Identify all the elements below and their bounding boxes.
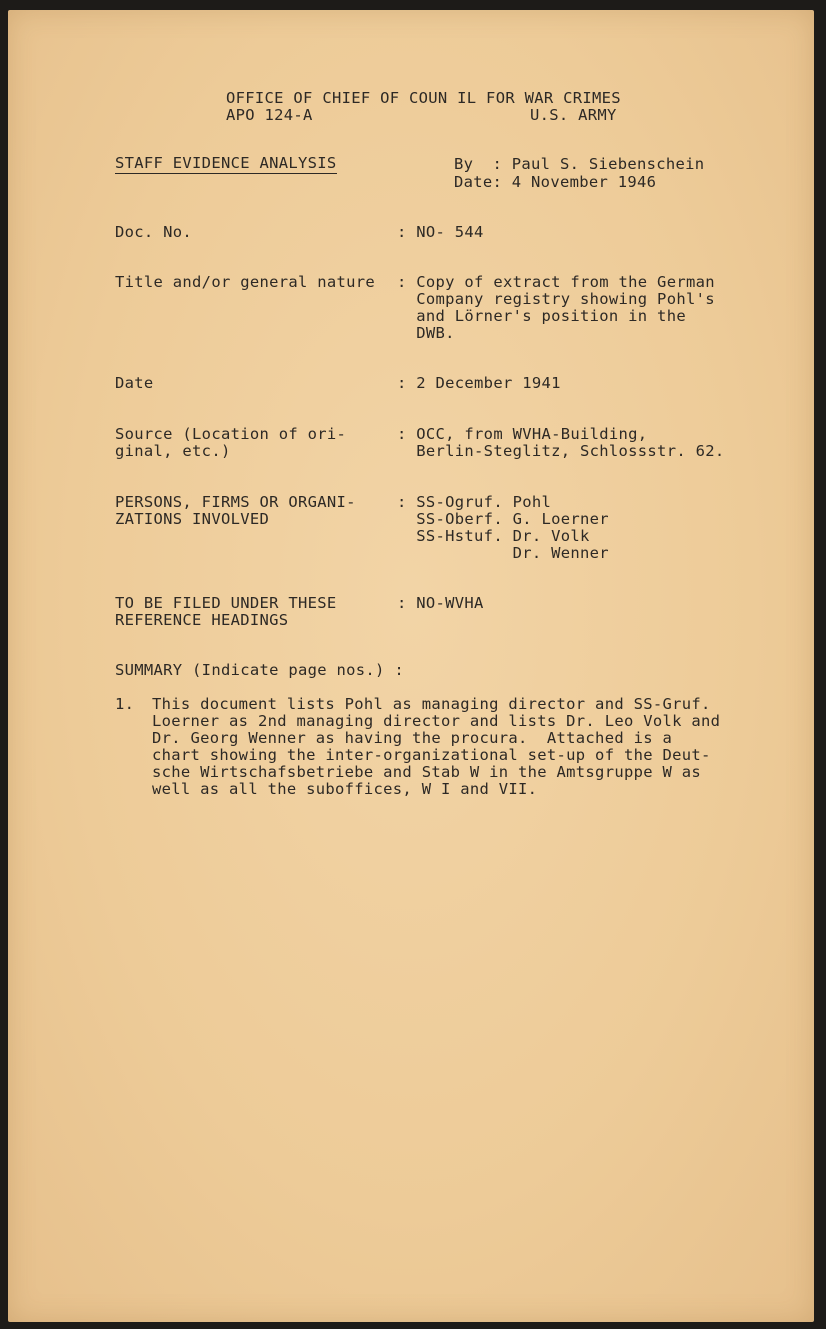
source-value-line: : OCC, from WVHA-Building, (397, 425, 648, 443)
filed-value: : NO-WVHA (397, 594, 484, 612)
date-label: Date (115, 374, 154, 392)
source-label-line: Source (Location of ori- (115, 425, 347, 443)
analysis-title: STAFF EVIDENCE ANALYSIS (115, 154, 337, 172)
title-value-line: Company registry showing Pohl's (397, 290, 715, 308)
summary-line: well as all the suboffices, W I and VII. (152, 780, 538, 798)
doc-no-label: Doc. No. (115, 223, 193, 241)
title-value-line: and Lörner's position in the (397, 307, 686, 325)
summary-line: This document lists Pohl as managing director and SS-Gruf. (152, 695, 711, 713)
persons-value-line: SS-Hstuf. Dr. Volk (397, 527, 590, 545)
summary-line: Loerner as 2nd managing director and lists Dr. Leo Volk and (152, 712, 721, 730)
persons-value-line: SS-Oberf. G. Loerner (397, 510, 609, 528)
persons-label-line: ZATIONS INVOLVED (115, 510, 270, 528)
source-label-line: ginal, etc.) (115, 442, 231, 460)
persons-value-line: : SS-Ogruf. Pohl (397, 493, 552, 511)
army-label: U.S. ARMY (530, 106, 617, 124)
title-value-line: DWB. (397, 324, 455, 342)
source-value-line: Berlin-Steglitz, Schlossstr. 62. (397, 442, 725, 460)
persons-label-line: PERSONS, FIRMS OR ORGANI- (115, 493, 356, 511)
date-value: : 2 December 1941 (397, 374, 561, 392)
office-heading: OFFICE OF CHIEF OF COUN IL FOR WAR CRIMES (226, 89, 621, 107)
summary-line: sche Wirtschafsbetriebe and Stab W in the Amtsgruppe W as (152, 763, 702, 781)
filed-label-line: REFERENCE HEADINGS (115, 611, 289, 629)
summary-line: chart showing the inter-organizational set-up of the Deut- (152, 746, 711, 764)
summary-item-number: 1. (115, 695, 135, 713)
author-line: By : Paul S. Siebenschein (454, 155, 705, 173)
title-label: Title and/or general nature (115, 273, 376, 291)
filed-label-line: TO BE FILED UNDER THESE (115, 594, 337, 612)
apo-number: APO 124-A (226, 106, 313, 124)
summary-heading: SUMMARY (Indicate page nos.) : (115, 661, 404, 679)
analysis-date-line: Date: 4 November 1946 (454, 173, 657, 191)
summary-line: Dr. Georg Wenner as having the procura. Attached is a (152, 729, 673, 747)
persons-value-line: Dr. Wenner (397, 544, 609, 562)
document-page (8, 10, 814, 1322)
doc-no-value: : NO- 544 (397, 223, 484, 241)
title-value-line: : Copy of extract from the German (397, 273, 715, 291)
